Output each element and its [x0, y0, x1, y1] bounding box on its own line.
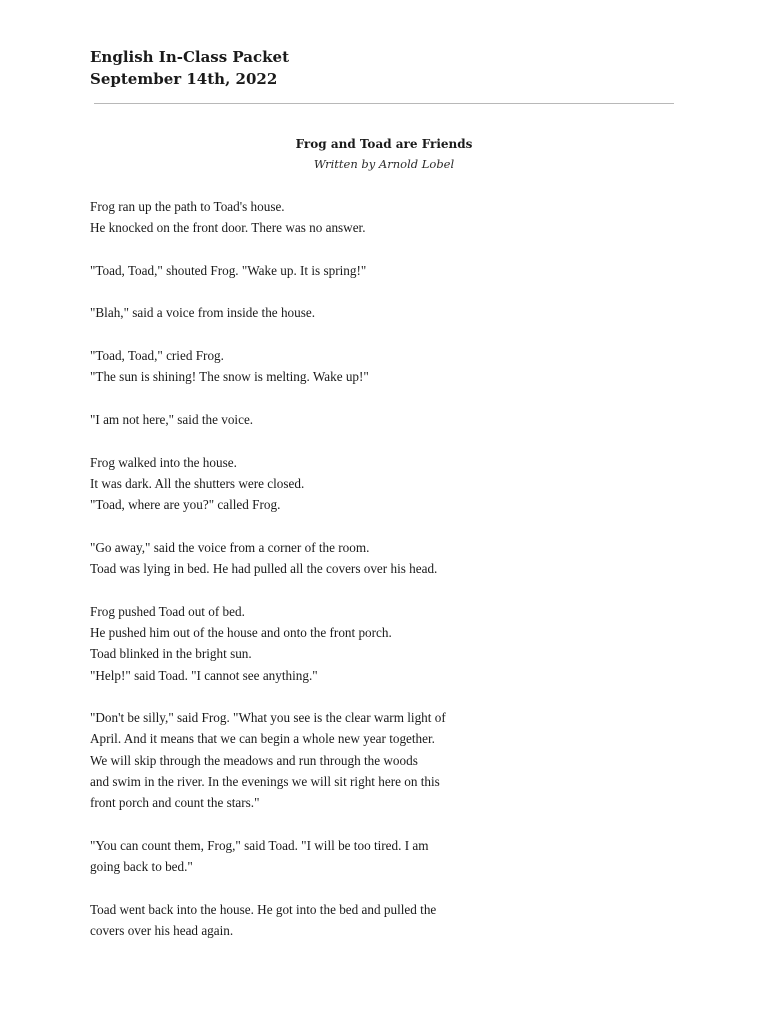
story-line: Frog walked into the house. — [90, 454, 237, 470]
story-line: front porch and count the stars." — [90, 795, 260, 811]
story-line: It was dark. All the shutters were closed. — [90, 475, 305, 491]
story-line: He knocked on the front door. There was no answer. — [90, 220, 366, 236]
story-line: Toad was lying in bed. He had pulled all the covers over his head. — [90, 561, 438, 577]
story-line: "You can count them, Frog," said Toad. "I will be too tired. I am — [90, 837, 429, 853]
story-line: "Toad, Toad," cried Frog. — [90, 348, 224, 364]
story-paragraph — [90, 196, 470, 239]
story-line: Toad went back into the house. He got into the bed and pulled the — [90, 901, 437, 917]
story-line: Frog ran up the path to Toad's house. — [90, 199, 285, 214]
story-paragraph — [90, 601, 470, 686]
story-body — [90, 196, 470, 963]
story-line: "Toad, where are you?" called Frog. — [90, 497, 281, 513]
story-line: "Blah," said a voice from inside the house. — [90, 305, 316, 321]
story-line: "Help!" said Toad. "I cannot see anything." — [90, 667, 318, 683]
packet-date: September 14th, 2022 — [90, 70, 278, 88]
story-title: Frog and Toad are Friends — [295, 137, 473, 151]
story-line: "Don't be silly," said Frog. "What you see is the clear warm light of — [90, 710, 446, 726]
story-line: April. And it means that we can begin a whole new year together. — [90, 731, 435, 747]
story-line: and swim in the river. In the evenings we will sit right here on this — [90, 774, 440, 790]
story-line: "Go away," said the voice from a corner of the room. — [90, 539, 370, 555]
story-line: "I am not here," said the voice. — [90, 411, 254, 427]
story-heading — [0, 134, 768, 175]
story-paragraph — [90, 345, 470, 388]
packet-title: English In-Class Packet — [90, 48, 290, 66]
story-line: We will skip through the meadows and run through the woods — [90, 752, 418, 768]
story-paragraph — [90, 537, 470, 580]
story-line: He pushed him out of the house and onto the front porch. — [90, 624, 392, 640]
story-paragraph — [90, 452, 470, 516]
story-paragraph — [90, 835, 470, 878]
story-line: "Toad, Toad," shouted Frog. "Wake up. It is spring!" — [90, 262, 367, 278]
story-line: Frog pushed Toad out of bed. — [90, 603, 245, 619]
header-divider — [94, 103, 674, 104]
packet-header — [90, 46, 690, 90]
story-line: covers over his head again. — [90, 923, 234, 939]
story-paragraph — [90, 302, 470, 323]
story-paragraph — [90, 409, 470, 430]
story-paragraph — [90, 899, 470, 942]
story-author: Written by Arnold Lobel — [313, 157, 455, 171]
story-line: going back to bed." — [90, 859, 193, 875]
story-paragraph — [90, 707, 470, 813]
story-line: "The sun is shining! The snow is melting. Wake up!" — [90, 369, 369, 385]
story-paragraph — [90, 260, 470, 281]
story-line: Toad blinked in the bright sun. — [90, 646, 252, 662]
